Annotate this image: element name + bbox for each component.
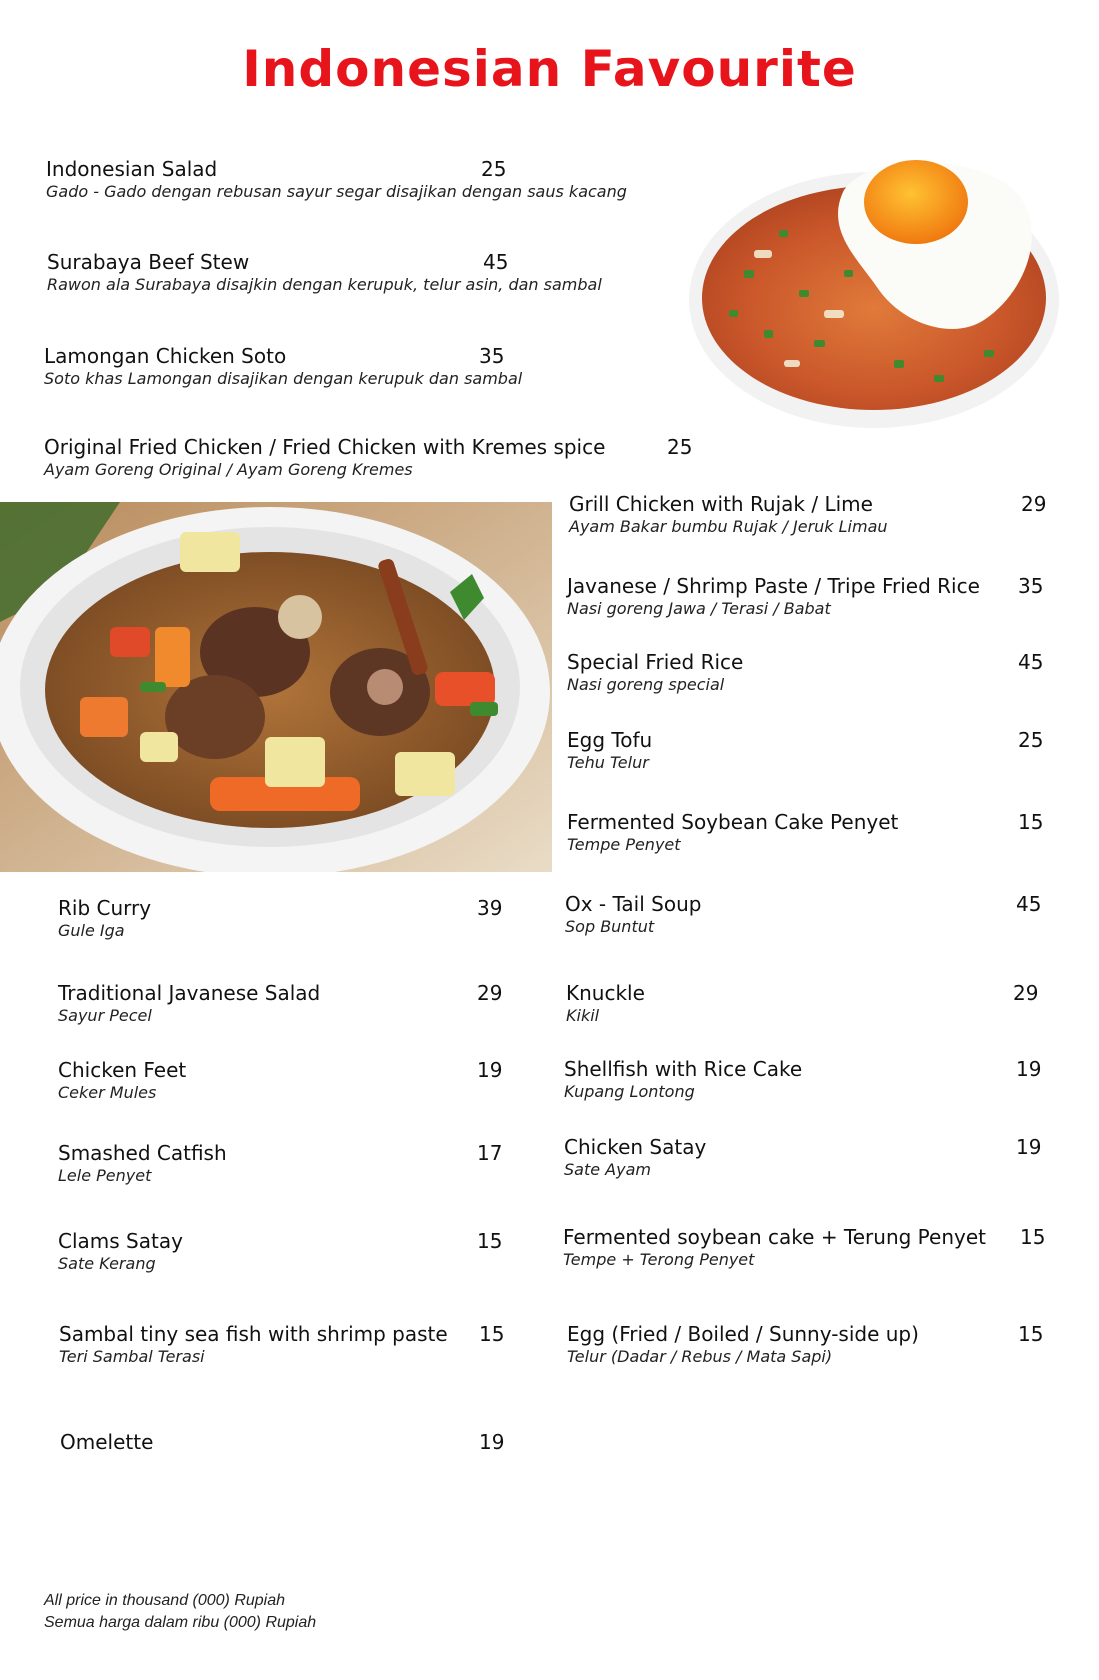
menu-item-description: Tempe + Terong Penyet — [563, 1250, 755, 1269]
menu-item — [58, 1229, 183, 1274]
menu-item-price: 15 — [479, 1322, 505, 1346]
price-note-english: All price in thousand (000) Rupiah — [44, 1592, 286, 1609]
menu-item-price: 19 — [479, 1430, 505, 1454]
menu-item-name: Javanese / Shrimp Paste / Tripe Fried Rice — [567, 574, 980, 598]
menu-item — [566, 981, 645, 1026]
oxtail-soup-photo — [0, 502, 552, 872]
menu-item-description: Tempe Penyet — [567, 835, 681, 854]
price-note — [44, 1590, 316, 1634]
menu-item — [46, 157, 627, 202]
menu-item — [567, 728, 652, 773]
menu-item-description: Sate Ayam — [564, 1160, 651, 1179]
menu-item-name: Indonesian Salad — [46, 157, 218, 181]
menu-item-price: 39 — [477, 896, 503, 920]
menu-item-description: Nasi goreng special — [567, 675, 725, 694]
menu-item — [563, 1225, 986, 1270]
menu-item — [567, 810, 898, 855]
menu-item-price: 35 — [1018, 574, 1044, 598]
menu-item-price: 15 — [1020, 1225, 1046, 1249]
price-note-indonesian: Semua harga dalam ribu (000) Rupiah — [44, 1614, 317, 1631]
menu-item — [59, 1322, 448, 1367]
menu-item — [58, 896, 151, 941]
menu-item-name: Special Fried Rice — [567, 650, 744, 674]
menu-item-price: 19 — [1016, 1135, 1042, 1159]
menu-item-price: 15 — [477, 1229, 503, 1253]
menu-item-description: Kupang Lontong — [564, 1082, 695, 1101]
menu-item-description: Ayam Goreng Original / Ayam Goreng Kremes — [44, 460, 413, 479]
menu-item-description: Sayur Pecel — [58, 1006, 152, 1025]
menu-item-description: Sop Buntut — [565, 917, 655, 936]
menu-item-name: Grill Chicken with Rujak / Lime — [569, 492, 873, 516]
menu-item — [47, 250, 602, 295]
menu-item-description: Teri Sambal Terasi — [59, 1347, 205, 1366]
menu-item — [567, 1322, 919, 1367]
menu-item-name: Chicken Satay — [564, 1135, 707, 1159]
menu-item — [44, 344, 522, 389]
menu-item-name: Clams Satay — [58, 1229, 183, 1253]
menu-item — [569, 492, 888, 537]
menu-item — [567, 650, 743, 695]
menu-item-description: Telur (Dadar / Rebus / Mata Sapi) — [567, 1347, 833, 1366]
menu-item-name: Omelette — [60, 1430, 154, 1454]
menu-item-name: Rib Curry — [58, 896, 152, 920]
menu-item-name: Shellfish with Rice Cake — [564, 1057, 803, 1081]
menu-item-price: 15 — [1018, 810, 1044, 834]
menu-item-price: 17 — [477, 1141, 503, 1165]
menu-item-description: Gado - Gado dengan rebusan sayur segar disajikan dengan saus kacang — [46, 182, 627, 201]
menu-item — [60, 1430, 153, 1454]
menu-item-name: Lamongan Chicken Soto — [44, 344, 287, 368]
menu-item — [564, 1057, 802, 1102]
menu-item-price: 25 — [1018, 728, 1044, 752]
menu-item-description: Kikil — [566, 1006, 600, 1025]
menu-item-name: Egg (Fried / Boiled / Sunny-side up) — [567, 1322, 919, 1346]
menu-item-description: Lele Penyet — [58, 1166, 152, 1185]
menu-item-description: Gule Iga — [58, 921, 125, 940]
menu-item — [58, 981, 320, 1026]
menu-item — [565, 892, 701, 937]
menu-item-price: 35 — [479, 344, 505, 368]
menu-item-description: Ceker Mules — [58, 1083, 157, 1102]
menu-item-name: Surabaya Beef Stew — [47, 250, 250, 274]
menu-item-price: 29 — [477, 981, 503, 1005]
menu-item-name: Egg Tofu — [567, 728, 653, 752]
menu-item-price: 45 — [1018, 650, 1044, 674]
menu-item-description: Soto khas Lamongan disajikan dengan kerupuk dan sambal — [44, 369, 523, 388]
menu-item-description: Sate Kerang — [58, 1254, 156, 1273]
fried-rice-with-egg-photo — [684, 150, 1064, 432]
menu-item-name: Ox - Tail Soup — [565, 892, 702, 916]
menu-item-name: Smashed Catfish — [58, 1141, 227, 1165]
menu-item-name: Chicken Feet — [58, 1058, 187, 1082]
menu-item-price: 45 — [483, 250, 509, 274]
page-title: Indonesian Favourite — [242, 40, 857, 98]
menu-item-name: Original Fried Chicken / Fried Chicken with Kremes spice — [44, 435, 606, 459]
menu-item-price: 19 — [477, 1058, 503, 1082]
menu-item-price: 29 — [1021, 492, 1047, 516]
menu-item-description: Tehu Telur — [567, 753, 649, 772]
menu-item-name: Fermented Soybean Cake Penyet — [567, 810, 899, 834]
menu-item-name: Knuckle — [566, 981, 645, 1005]
menu-item-price: 29 — [1013, 981, 1039, 1005]
menu-item-name: Fermented soybean cake + Terung Penyet — [563, 1225, 986, 1249]
menu-item-price: 25 — [481, 157, 507, 181]
menu-item — [44, 435, 605, 480]
menu-item — [58, 1058, 186, 1103]
menu-item — [58, 1141, 227, 1186]
menu-item — [567, 574, 980, 619]
menu-item — [564, 1135, 706, 1180]
menu-item-description: Nasi goreng Jawa / Terasi / Babat — [567, 599, 831, 618]
menu-item-price: 15 — [1018, 1322, 1044, 1346]
menu-item-price: 19 — [1016, 1057, 1042, 1081]
menu-item-price: 25 — [667, 435, 693, 459]
menu-item-name: Traditional Javanese Salad — [58, 981, 321, 1005]
menu-item-price: 45 — [1016, 892, 1042, 916]
menu-item-description: Ayam Bakar bumbu Rujak / Jeruk Limau — [569, 517, 888, 536]
menu-item-description: Rawon ala Surabaya disajkin dengan kerupuk, telur asin, dan sambal — [47, 275, 602, 294]
menu-item-name: Sambal tiny sea fish with shrimp paste — [59, 1322, 448, 1346]
